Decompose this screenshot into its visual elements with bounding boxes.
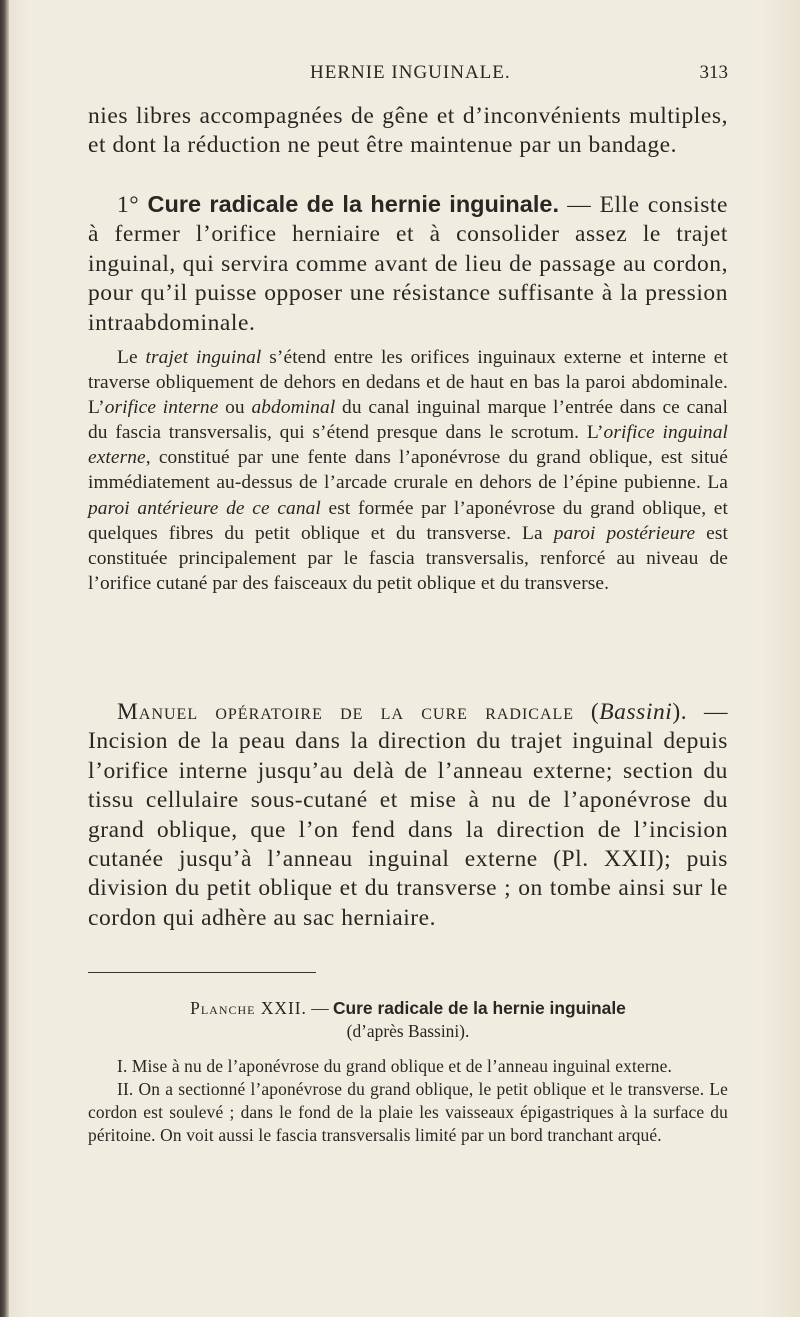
manuel-author: Bassini <box>599 699 673 725</box>
plate-title: Cure radicale de la hernie inguinale <box>332 998 626 1018</box>
anatomy-text <box>88 345 728 596</box>
anatomy-text-1: Le <box>117 347 146 368</box>
section-dash: — <box>558 192 600 218</box>
section-paragraph <box>88 190 728 338</box>
footnote-rule <box>88 972 316 973</box>
page-header <box>88 62 728 88</box>
anatomy-text-6: L’ <box>586 422 604 444</box>
manuel-paren-close: ). <box>672 699 688 725</box>
manuel-body: — Incision de la peau dans la direction du trajet inguinal depuis l’orifice interne jusqu’au delà de l’anneau externe; section du tissu cellulaire sous-cutané et mise à nu de l’aponévrose du grand oblique, que l’on fend dans la direction de l’incision cutanée jusqu’à l’anneau inguinal externe (Pl. XXII); puis division du petit oblique et du transverse ; on tombe ainsi sur le cordon qui adhère au sac herniaire. <box>88 699 728 931</box>
anatomy-term-trajet: trajet inguinal <box>145 347 262 368</box>
page-binding-edge <box>0 0 9 1317</box>
anatomy-term-abdominal: abdominal <box>251 397 336 419</box>
plate-dash: — <box>306 998 333 1018</box>
manuel-heading: Manuel opératoire de la cure radicale <box>117 699 575 725</box>
plate-item-1: I. Mise à nu de l’aponévrose du grand oblique et de l’anneau inguinal externe. <box>117 1056 672 1076</box>
intro-paragraph <box>88 102 728 161</box>
anatomy-text-8: est formée par l’aponévrose du grand oblique, et quelques fibres du petit oblique et du transverse. La <box>88 497 729 544</box>
anatomy-term-orifice-interne: orifice interne <box>104 397 219 419</box>
plate-caption-items <box>88 1055 728 1147</box>
anatomy-paragraph <box>88 345 728 596</box>
plate-subtitle: (d’après Bassini). <box>346 1021 470 1041</box>
plate-caption-line-1 <box>88 997 728 1020</box>
anatomy-term-paroi-posterieure: paroi postérieure <box>553 522 696 544</box>
intro-text: nies libres accompagnées de gêne et d’inconvénients multiples, et dont la réduction ne peut être maintenue par un bandage. <box>88 103 728 159</box>
plate-label: Planche XXII. <box>190 998 307 1018</box>
plate-item-2: II. On a sectionné l’aponévrose du grand oblique, le petit oblique et le transverse. Le cordon est soulevé ; dans le fond de la plaie les vaisseaux épigastriques à la surface du péritoine. On voit aussi le fascia transversalis limité par un bord tranchant arqué. <box>88 1079 728 1145</box>
section-heading: Cure radicale de la hernie inguinale. <box>147 191 559 217</box>
anatomy-text-9: est constituée principalement par le fascia transversalis, renforcé au niveau de l’orifice cutané par des faisceaux du petit oblique et du transverse. <box>88 522 728 594</box>
running-head: HERNIE INGUINALE. <box>310 62 511 83</box>
anatomy-text-2: s’étend entre les orifices inguinaux externe et interne et traverse obliquement de dehors en dedans et de haut en bas la paroi abdominale. <box>88 347 728 394</box>
manuel-text <box>88 698 728 933</box>
plate-caption-title <box>88 997 728 1043</box>
page-number: 313 <box>699 62 728 83</box>
manuel-operatoire-paragraph <box>88 698 728 933</box>
section-cure-radicale <box>88 190 728 338</box>
section-text: Elle consiste à fermer l’orifice herniaire et à consolider assez le trajet inguinal, qui servira comme avant de lieu de passage au cordon, pour qu’il puisse opposer une résistance suffisante à la pression intraabdominale. <box>88 192 728 336</box>
anatomy-term-orifice-externe: orifice inguinal externe <box>88 422 728 469</box>
anatomy-term-paroi-anterieure: paroi antérieure de ce canal <box>88 497 321 519</box>
anatomy-text-7: , constitué par une fente dans l’aponévrose du grand oblique, est situé immédiatement au-dessus de l’arcade crurale en dehors de l’épine pubienne. La <box>88 447 728 494</box>
anatomy-text-4: ou <box>218 397 252 419</box>
anatomy-text-5: du canal inguinal marque l’entrée dans ce canal du fascia transversalis, qui s’étend presque dans le scrotum. <box>88 397 728 444</box>
section-number: 1° <box>117 192 148 218</box>
anatomy-text-3: L’ <box>88 397 105 419</box>
manuel-paren-open: ( <box>574 699 600 725</box>
